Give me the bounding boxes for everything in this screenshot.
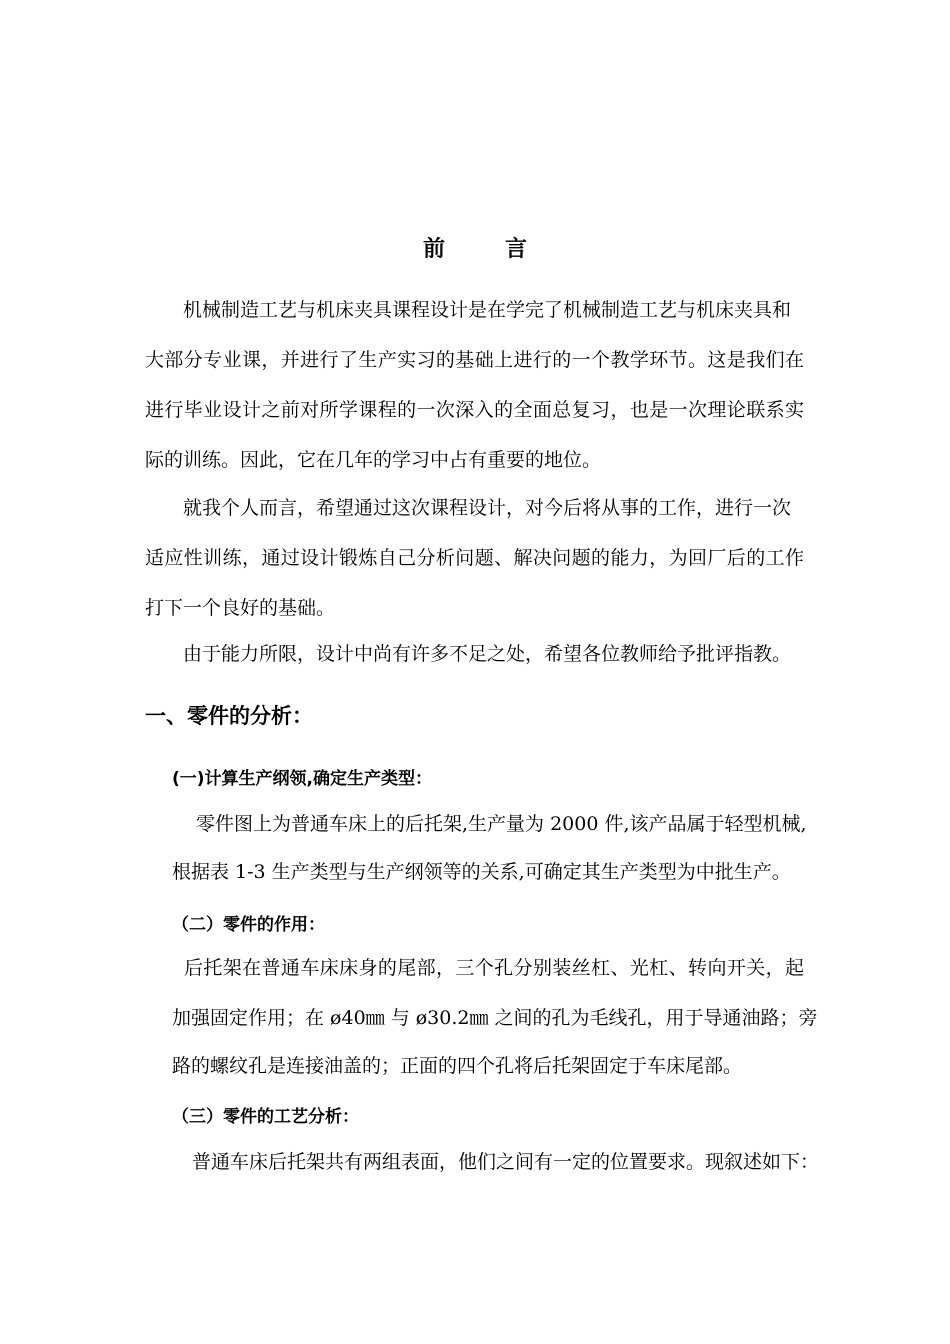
subsection-2-heading: （二）零件的作用： [172,915,325,935]
subsection-1-line-2: 根据表 1-3 生产类型与生产纲领等的关系,可确定其生产类型为中批生产。 [172,861,791,883]
preface-p2-line-2: 适应性训练，通过设计锻炼自己分析问题、解决问题的能力，为回厂后的工作 [145,547,804,569]
subsection-3-heading: （三）零件的工艺分析： [172,1107,359,1127]
preface-p1-line-2: 大部分专业课，并进行了生产实习的基础上进行的一个教学环节。这是我们在 [145,349,804,371]
subsection-2-line-3: 路的螺纹孔是连接油盖的；正面的四个孔将后托架固定于车床尾部。 [172,1055,743,1077]
page-title [0,232,950,263]
section-heading: 一、零件的分析： [145,704,313,728]
title-char-1: 前 [422,237,445,262]
subsection-2-line-1: 后托架在普通车床床身的尾部，三个孔分别装丝杠、光杠、转向开关，起 [184,957,804,979]
subsection-2-line-2: 加强固定作用；在 ø40㎜ 与 ø30.2㎜ 之间的孔为毛线孔，用于导通油路；旁 [172,1007,818,1029]
title-char-2: 言 [505,237,528,262]
subsection-1-line-1: 零件图上为普通车床上的后托架,生产量为 2000 件,该产品属于轻型机械, [196,813,807,835]
preface-p1-line-1: 机械制造工艺与机床夹具课程设计是在学完了机械制造工艺与机床夹具和 [183,299,792,321]
preface-p1-line-3: 进行毕业设计之前对所学课程的一次深入的全面总复习，也是一次理论联系实 [145,399,804,421]
preface-p2-line-1: 就我个人而言，希望通过这次课程设计，对今后将从事的工作，进行一次 [183,497,792,519]
preface-p1-line-4: 际的训练。因此，它在几年的学习中占有重要的地位。 [145,449,602,471]
subsection-3-line-1: 普通车床后托架共有两组表面，他们之间有一定的位置要求。现叙述如下： [192,1151,820,1173]
preface-p2-line-3: 打下一个良好的基础。 [145,597,336,619]
preface-p3: 由于能力所限，设计中尚有许多不足之处，希望各位教师给予批评指教。 [183,643,792,665]
subsection-1-heading: (一)计算生产纲领,确定生产类型： [172,769,432,789]
